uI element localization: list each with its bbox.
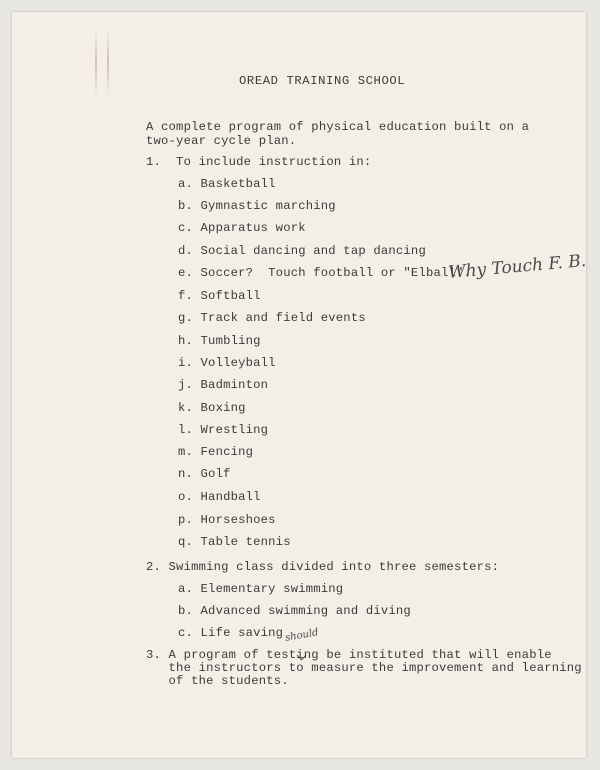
list-item: q. Table tennis	[178, 535, 291, 549]
list-item: d. Social dancing and tap dancing	[178, 244, 426, 258]
list-item: g. Track and field events	[178, 311, 366, 325]
item-2-heading: 2. Swimming class divided into three semesters:	[146, 560, 500, 574]
list-item: i. Volleyball	[178, 356, 276, 370]
list-item: p. Horseshoes	[178, 513, 276, 527]
list-item: b. Gymnastic marching	[178, 199, 336, 213]
handwritten-note: Why Touch F. B.	[447, 251, 587, 283]
list-item: k. Boxing	[178, 401, 246, 415]
list-item: b. Advanced swimming and diving	[178, 604, 411, 618]
intro-line-2: two-year cycle plan.	[146, 134, 297, 148]
handwritten-insert: should	[284, 627, 320, 644]
fold-mark	[107, 30, 109, 96]
list-item: c. Life saving	[178, 626, 284, 640]
list-item: j. Badminton	[178, 378, 269, 392]
list-item: e. Soccer? Touch football or "Elball".	[178, 266, 472, 280]
list-item: f. Softball	[178, 289, 261, 303]
item-3-line-2: the instructors to measure the improvement and learning	[146, 661, 582, 675]
document-title: OREAD TRAINING SCHOOL	[239, 74, 406, 88]
list-item: a. Basketball	[178, 177, 276, 191]
item-3-line-3: of the students.	[146, 674, 289, 688]
item-1-heading: 1. To include instruction in:	[146, 155, 372, 169]
list-item: o. Handball	[178, 490, 261, 504]
list-item: m. Fencing	[178, 445, 254, 459]
fold-mark	[95, 30, 97, 96]
list-item: a. Elementary swimming	[178, 582, 344, 596]
list-item: c. Apparatus work	[178, 221, 306, 235]
list-item: l. Wrestling	[178, 423, 269, 437]
list-item: n. Golf	[178, 467, 231, 481]
list-item: h. Tumbling	[178, 334, 261, 348]
item-3-line-1: 3. A program of testing be instituted that will enable	[146, 648, 552, 662]
intro-line-1: A complete program of physical education built on a	[146, 120, 530, 134]
